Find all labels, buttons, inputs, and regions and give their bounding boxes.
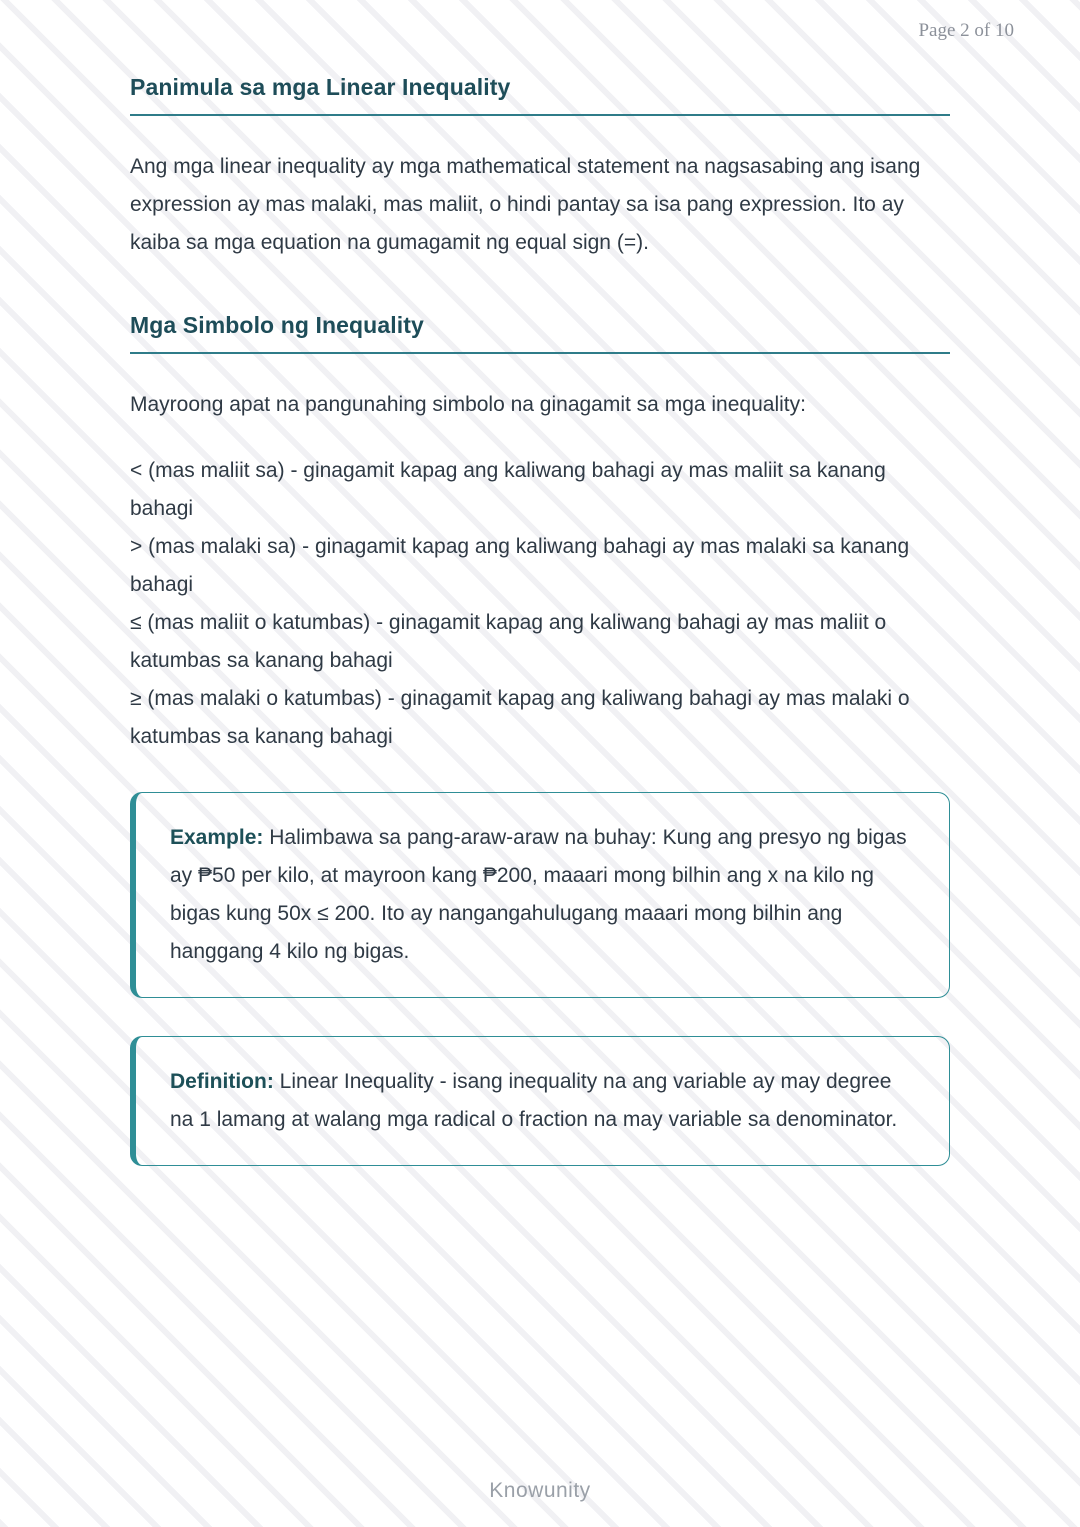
section-symbols	[130, 310, 950, 756]
footer-brand: Knowunity	[489, 1479, 591, 1502]
symbol-item-less-than: < (mas maliit sa) - ginagamit kapag ang kaliwang bahagi ay mas maliit sa kanang bahagi	[130, 459, 886, 520]
example-callout	[130, 792, 950, 998]
definition-label: Definition:	[170, 1070, 274, 1093]
symbol-item-less-or-equal: ≤ (mas maliit o katumbas) - ginagamit kapag ang kaliwang bahagi ay mas maliit o katumbas sa kanang bahagi	[130, 611, 887, 672]
section-heading-intro: Panimula sa mga Linear Inequality	[130, 74, 511, 100]
symbol-list	[130, 452, 950, 756]
example-text	[170, 819, 907, 971]
example-label: Example:	[170, 826, 264, 849]
symbol-item-greater-than: > (mas malaki sa) - ginagamit kapag ang kaliwang bahagi ay mas malaki sa kanang bahagi	[130, 535, 910, 596]
section-intro	[130, 72, 950, 262]
heading-rule	[130, 352, 950, 354]
section-heading-symbols: Mga Simbolo ng Inequality	[130, 312, 424, 338]
example-body: Halimbawa sa pang-araw-araw na buhay: Kung ang presyo ng bigas ay ₱50 per kilo, at mayroon kang ₱200, maaari mong bilhin ang x na kilo ng bigas kung 50x ≤ 200. Ito ay nangangahulugang maaari mong bilhin ang hanggang 4 kilo ng bigas.	[170, 826, 907, 963]
symbols-intro-paragraph: Mayroong apat na pangunahing simbolo na ginagamit sa mga inequality:	[130, 393, 806, 416]
definition-text	[170, 1063, 907, 1139]
intro-paragraph: Ang mga linear inequality ay mga mathematical statement na nagsasabing ang isang expression ay mas malaki, mas maliit, o hindi pantay sa isa pang expression. Ito ay kaiba sa mga equation na gumagamit ng equal sign (=).	[130, 155, 921, 254]
footer	[0, 1479, 1080, 1503]
heading-rule	[130, 114, 950, 116]
definition-body: Linear Inequality - isang inequality na ang variable ay may degree na 1 lamang at walang mga radical o fraction na may variable sa denominator.	[170, 1070, 898, 1131]
page-number: Page 2 of 10	[918, 20, 1014, 41]
definition-callout	[130, 1036, 950, 1166]
symbol-item-greater-or-equal: ≥ (mas malaki o katumbas) - ginagamit kapag ang kaliwang bahagi ay mas malaki o katumbas sa kanang bahagi	[130, 687, 910, 748]
